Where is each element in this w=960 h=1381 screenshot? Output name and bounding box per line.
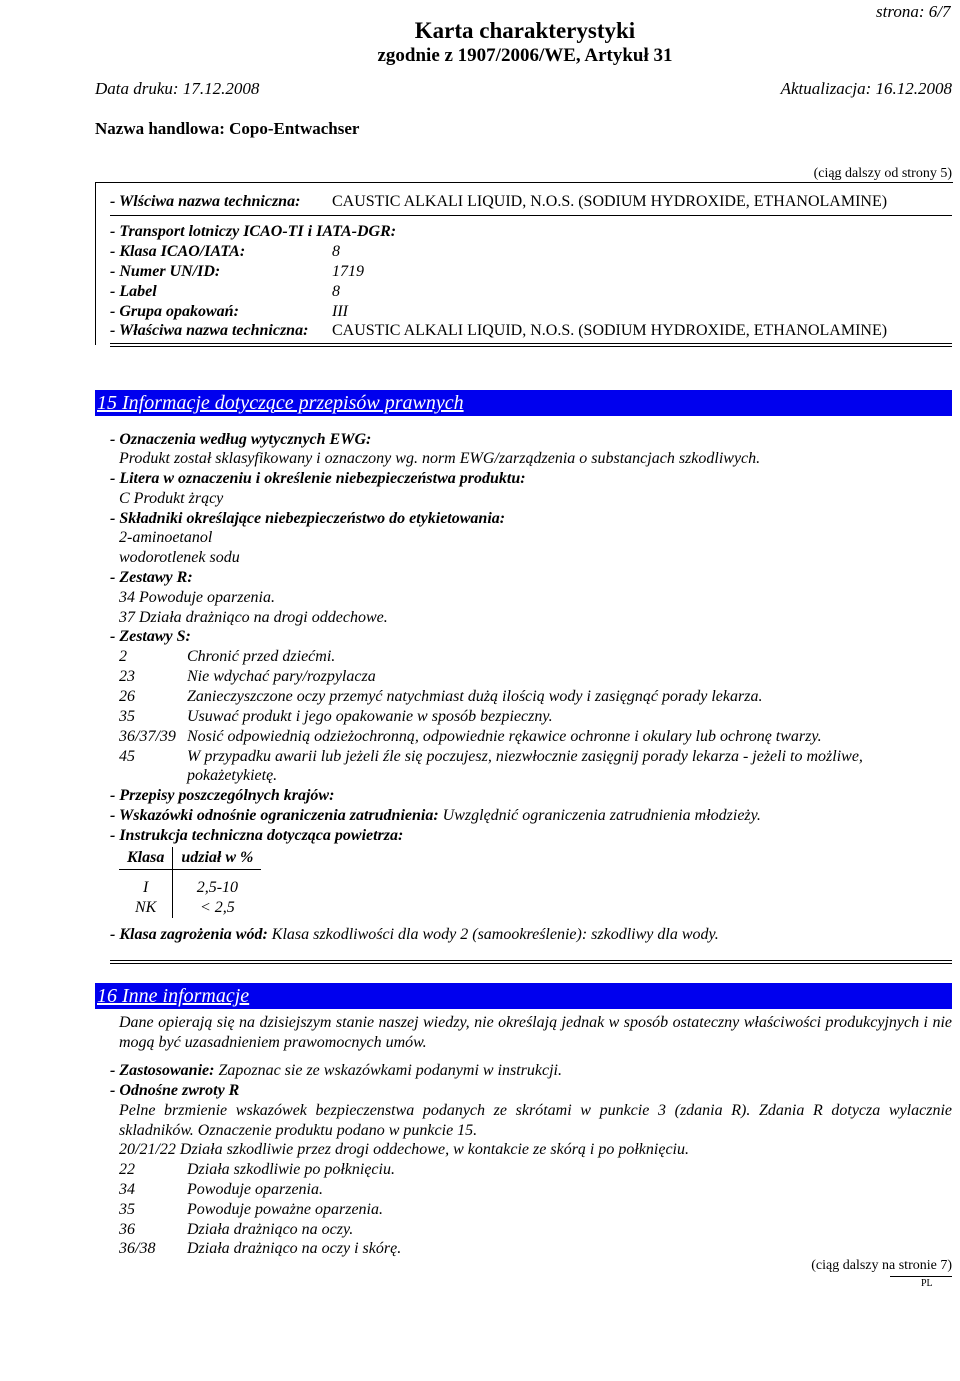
ewg-text: Produkt został sklasyfikowany i oznaczony wg. norm EWG/zarządzenia o substancjach szkodliwych. <box>119 450 761 467</box>
r-phrase-row <box>119 1240 402 1258</box>
air-row-value: III <box>332 303 348 320</box>
table-cell: < 2,5 <box>173 898 262 918</box>
section-15-header <box>95 390 952 416</box>
air-row <box>110 303 348 321</box>
air-row <box>110 283 340 301</box>
double-divider <box>110 343 952 347</box>
s-phrase-code: 2 <box>119 648 127 665</box>
s-phrase-text: W przypadku awarii lub jeżeli źle się poczujesz, niezwłocznie zasięgnij porady lekarza - jeżeli to możliwe, <box>187 748 863 765</box>
continued-to: (ciąg dalszy na stronie 7) <box>811 1258 952 1273</box>
water-hazard-row <box>110 926 719 944</box>
update-date: Aktualizacja: 16.12.2008 <box>780 79 952 98</box>
footer-rule <box>890 1276 952 1277</box>
table-cell: I <box>143 879 149 896</box>
r-phrase-row <box>119 1221 354 1239</box>
divider <box>110 215 952 216</box>
water-hazard-text: Klasa szkodliwości dla wody 2 (samookreślenie): szkodliwy dla wody. <box>271 926 719 943</box>
air-row-label: - Label <box>110 283 157 300</box>
ewg-label: - Oznaczenia według wytycznych EWG: <box>110 431 372 448</box>
r-phrase-row <box>119 1181 323 1199</box>
r-phrase-text: Działa drażniąco na oczy i skórę. <box>187 1240 402 1257</box>
r-phrase-first: 20/21/22 Działa szkodliwie przez drogi oddechowe, w kontakcie ze skórą i po połknięciu. <box>119 1141 689 1158</box>
s-phrase-text: Chronić przed dziećmi. <box>187 648 336 665</box>
s-phrase-text: Nosić odpowiednią odzieżochronną, odpowiednie rękawice ochronne i okulary lub ochronę twarzy. <box>187 728 822 745</box>
section-16-header <box>95 983 952 1009</box>
national-regulations-label: - Przepisy poszczególnych krajów: <box>110 787 335 804</box>
table-row <box>119 870 261 899</box>
table-cell: NK <box>135 899 157 916</box>
air-row-label: - Grupa opakowań: <box>110 303 239 320</box>
air-row-value: 8 <box>332 243 340 260</box>
document-title: Karta charakterystyki <box>414 18 636 43</box>
r-phrase-code: 34 <box>119 1181 135 1198</box>
s-phrase-code: 45 <box>119 748 135 765</box>
r-phrase: 37 Działa drażniąco na drogi oddechowe. <box>119 609 388 626</box>
r-phrase-text: Działa szkodliwie po połknięciu. <box>187 1161 395 1178</box>
r-phrases-intro: Pelne brzmienie wskazówek bezpieczenstwa podanych ze skrótami w punkcie 3 (zdania R). Zdania R dotycza wylacznie skladników. Oznaczenie produktu podano w punkcie 15. <box>119 1102 952 1139</box>
section-15-title: 15 Informacje dotyczące przepisów prawnych <box>97 392 464 414</box>
component-item: 2-aminoetanol <box>119 529 213 546</box>
hazard-letter-label: - Litera w oznaczeniu i określenie niebezpieczeństwa produktu: <box>110 470 526 487</box>
air-row-value: 8 <box>332 283 340 300</box>
s-phrase-row <box>119 688 763 706</box>
continued-from: (ciąg dalszy od strony 5) <box>813 166 952 181</box>
s-phrase-row <box>119 668 376 686</box>
air-row-value: CAUSTIC ALKALI LIQUID, N.O.S. (SODIUM HYDROXIDE, ETHANOLAMINE) <box>332 322 888 339</box>
r-phrases-ref-label: - Odnośne zwroty R <box>110 1082 240 1099</box>
r-phrase-text: Powoduje poważne oparzenia. <box>187 1201 383 1218</box>
air-row-label: - Numer UN/ID: <box>110 263 221 280</box>
disclaimer-text: Dane opierają się na dzisiejszym stanie naszej wiedzy, nie określają jednak w sposób ostateczny właściwości produkcyjnych i nie mogą być uzasadnieniem prawomocnych umów. <box>119 1014 952 1051</box>
air-transport-heading: - Transport lotniczy ICAO-TI i IATA-DGR: <box>110 223 397 240</box>
document-subtitle: zgodnie z 1907/2006/WE, Artykuł 31 <box>377 45 673 66</box>
air-row-label: - Klasa ICAO/IATA: <box>110 243 246 260</box>
r-phrase-code: 36 <box>119 1221 135 1238</box>
trade-name: Nazwa handlowa: Copo-Entwachser <box>95 119 360 138</box>
proper-name-label: - Wlściwa nazwa techniczna: <box>110 193 301 210</box>
air-row <box>110 322 888 340</box>
employment-text: Uwzględnić ograniczenia zatrudnienia młodzieży. <box>442 807 761 824</box>
r-phrase-code: 35 <box>119 1201 135 1218</box>
table-row <box>119 898 261 918</box>
r-phrase-row <box>119 1161 395 1179</box>
section-16-title: 16 Inne informacje <box>97 985 250 1007</box>
r-phrase-row <box>119 1201 383 1219</box>
use-text: Zapoznac sie ze wskazówkami podanymi w instrukcji. <box>218 1062 562 1079</box>
air-row-label: - Właściwa nazwa techniczna: <box>110 322 309 339</box>
s-phrase-text-continued: pokażetykietę. <box>187 767 278 784</box>
table-header-cell: Klasa <box>119 847 173 870</box>
s-phrase-code: 36/37/39 <box>119 728 176 745</box>
use-row <box>110 1062 562 1080</box>
table-header-cell: udział w % <box>173 847 262 870</box>
page-number: strona: 6/7 <box>876 2 951 21</box>
r-phrase: 34 Powoduje oparzenia. <box>119 589 275 606</box>
r-phrase-code: 36/38 <box>119 1240 156 1257</box>
components-label: - Składniki określające niebezpieczeństwo do etykietowania: <box>110 510 506 527</box>
use-label: - Zastosowanie: <box>110 1062 215 1079</box>
language-code: PL <box>921 1278 933 1289</box>
s-phrase-code: 26 <box>119 688 135 705</box>
employment-row <box>110 807 761 825</box>
s-phrase-row <box>119 648 336 666</box>
r-phrase-code: 22 <box>119 1161 135 1178</box>
proper-name-row <box>110 193 888 211</box>
r-phrases-label: - Zestawy R: <box>110 569 193 586</box>
table-cell: 2,5-10 <box>173 870 262 899</box>
r-phrase-text: Powoduje oparzenia. <box>187 1181 323 1198</box>
water-hazard-label: - Klasa zagrożenia wód: <box>110 926 268 943</box>
s-phrase-row <box>119 728 822 746</box>
s-phrases-label: - Zestawy S: <box>110 628 191 645</box>
s-phrase-text: Nie wdychać pary/rozpylacza <box>187 668 376 685</box>
s-phrase-row <box>119 708 553 726</box>
s-phrase-row <box>119 748 863 766</box>
table-header-row <box>119 847 261 870</box>
air-classes-table <box>119 847 261 918</box>
air-row-value: 1719 <box>332 263 364 280</box>
proper-name-value: CAUSTIC ALKALI LIQUID, N.O.S. (SODIUM HYDROXIDE, ETHANOLAMINE) <box>332 193 888 210</box>
print-date: Data druku: 17.12.2008 <box>95 79 260 98</box>
double-divider <box>110 960 952 964</box>
component-item: wodorotlenek sodu <box>119 549 240 566</box>
air-row <box>110 263 364 281</box>
s-phrase-code: 35 <box>119 708 135 725</box>
s-phrase-code: 23 <box>119 668 135 685</box>
r-phrase-text: Działa drażniąco na oczy. <box>187 1221 354 1238</box>
s-phrase-text: Usuwać produkt i jego opakowanie w sposób bezpieczny. <box>187 708 553 725</box>
hazard-letter-text: C Produkt żrący <box>119 490 224 507</box>
employment-label: - Wskazówki odnośnie ograniczenia zatrudnienia: <box>110 807 439 824</box>
air-instruction-label: - Instrukcja techniczna dotycząca powietrza: <box>110 827 404 844</box>
air-row <box>110 243 340 261</box>
s-phrase-text: Zanieczyszczone oczy przemyć natychmiast dużą ilością wody i zasięgnąć porady lekarza. <box>187 688 763 705</box>
